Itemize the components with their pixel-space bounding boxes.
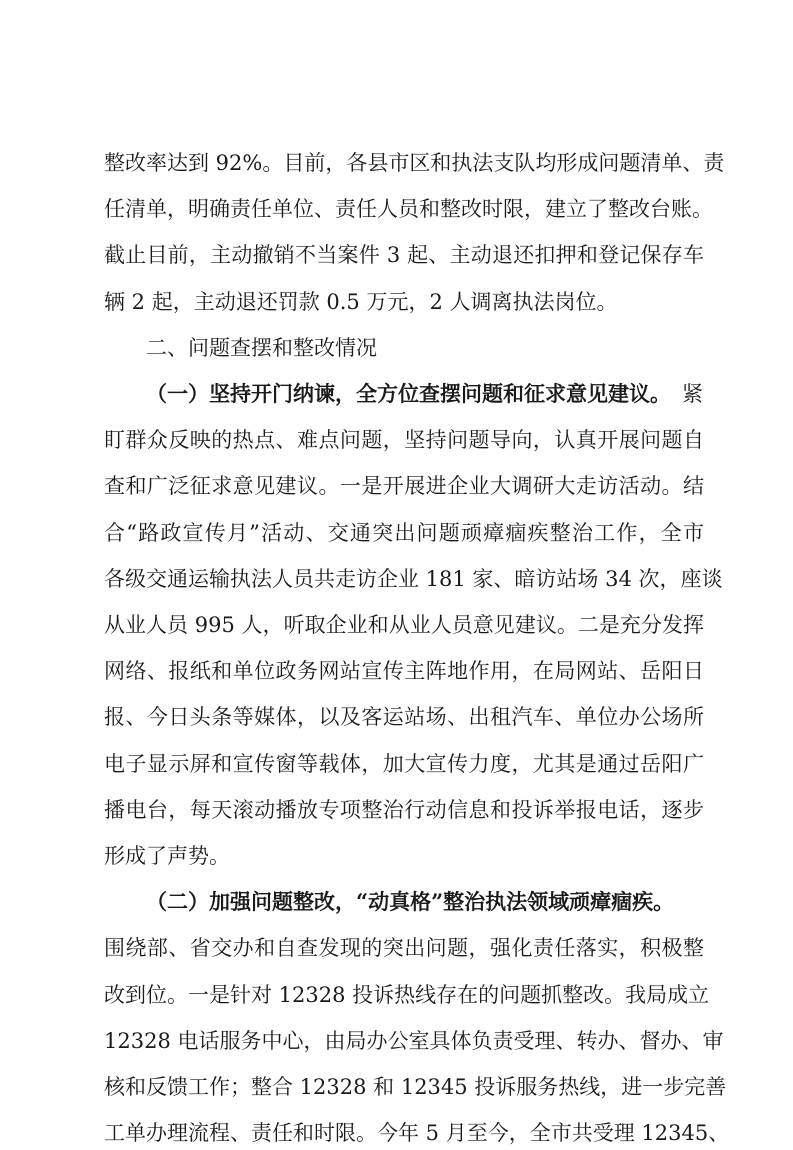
body-text-line: 各级交通运输执法人员共走访企业 181 家、暗访站场 34 次，座谈 bbox=[104, 566, 723, 591]
section-heading: 二、问题查摆和整改情况 bbox=[146, 335, 377, 360]
subsection-heading: （一）坚持开门纳谏，全方位查摆问题和征求意见建议。 bbox=[146, 381, 671, 406]
body-text-line: 截止目前，主动撤销不当案件 3 起、主动退还扣押和登记保存车 bbox=[104, 243, 704, 268]
body-text-line: 形成了声势。 bbox=[104, 844, 230, 868]
body-text-line: 电子显示屏和宣传窗等载体，加大宣传力度，尤其是通过岳阳广 bbox=[104, 751, 704, 776]
body-text-line: 查和广泛征求意见建议。一是开展进企业大调研大走访活动。结 bbox=[104, 474, 704, 499]
body-text-line: 核和反馈工作；整合 12328 和 12345 投诉服务热线，进一步完善 bbox=[104, 1075, 727, 1099]
body-text-line: 从业人员 995 人，听取企业和从业人员意见建议。二是充分发挥 bbox=[104, 613, 704, 637]
body-text-line: 播电台，每天滚动播放专项整治行动信息和投诉举报电话，逐步 bbox=[104, 797, 704, 822]
body-text-line: 盯群众反映的热点、难点问题，坚持问题导向，认真开展问题自 bbox=[104, 428, 704, 453]
body-text-line: 网络、报纸和单位政务网站宣传主阵地作用，在局网站、岳阳日 bbox=[104, 659, 704, 684]
body-text-line: 改到位。一是针对 12328 投诉热线存在的问题抓整改。我局成立 bbox=[104, 982, 710, 1007]
body-text-line: 合“路政宣传月”活动、交通突出问题顽瘴痼疾整治工作，全市 bbox=[104, 520, 704, 545]
body-text-line: 围绕部、省交办和自查发现的突出问题，强化责任落实，积极整 bbox=[104, 936, 704, 961]
body-text-line: 报、今日头条等媒体，以及客运站场、出租汽车、单位办公场所 bbox=[104, 705, 704, 730]
body-text-line-overflow: 工单办理流程、责任和时限。今年 5 月至今，全市共受理 12345、 bbox=[104, 1121, 730, 1146]
body-text-line: 12328 电话服务中心，由局办公室具体负责受理、转办、督办、审 bbox=[104, 1028, 724, 1053]
body-text-line: 辆 2 起，主动退还罚款 0.5 万元，2 人调离执法岗位。 bbox=[104, 289, 618, 314]
body-text-line: 任清单，明确责任单位、责任人员和整改时限，建立了整改台账。 bbox=[104, 197, 713, 222]
subsection-heading: （二）加强问题整改，“动真格”整治执法领域顽瘴痼疾。 bbox=[146, 889, 675, 915]
body-text-line: 紧 bbox=[682, 382, 703, 406]
body-text-line: 整改率达到 92%。目前，各县市区和执法支队均形成问题清单、责 bbox=[104, 151, 725, 175]
